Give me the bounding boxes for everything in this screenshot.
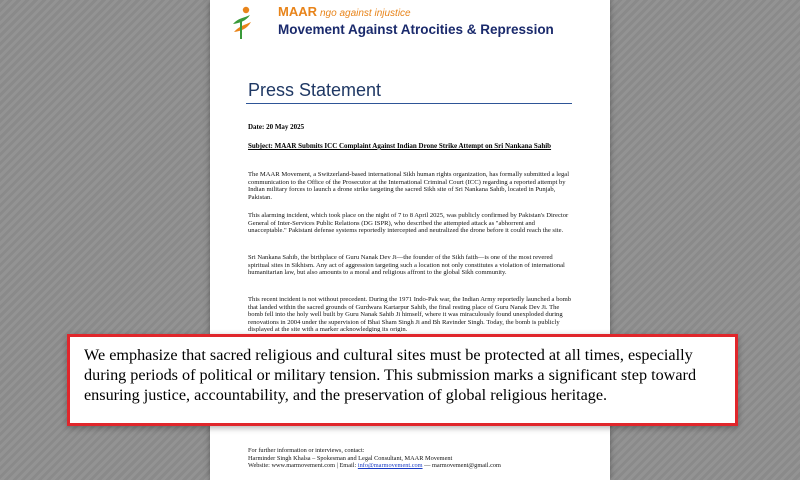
document-subject: Subject: MAAR Submits ICC Complaint Against Indian Drone Strike Attempt on Sri Nankana Sahib bbox=[248, 142, 552, 150]
alt-email-text: — marmovement@gmail.com bbox=[422, 462, 501, 470]
email-link[interactable]: info@marmovement.com bbox=[357, 462, 423, 470]
paragraph-4: This recent incident is not without precedent. During the 1971 Indo-Pak war, the Indian Army reportedly launched a bomb that landed within the sacred grounds of Gurdwara Kartarpur Sahib, the final resting place of Guru Nanak Dev Ji. The bomb fell into the holy well built by Guru Nanak Sahib Ji himself, where it was miraculously found unexploded during renovations in 2004 under the supervision of Bhai Sham Singh Ji and Bh Ravinder Singh. Today, the bomb is publicly displayed at the site with a marker acknowledging its origin. bbox=[248, 296, 572, 332]
paragraph-2: This alarming incident, which took place on the night of 7 to 8 April 2025, was publicly confirmed by Pakistan's Director General of Inter-Services Public Relations (DG ISPR), who described the attempted attack as "abhorrent and unacceptable." Pakistani defense systems reportedly intercepted and neutralized the drone before it could reach the site. bbox=[248, 212, 569, 234]
contact-block bbox=[248, 447, 501, 470]
paragraph-3: Sri Nankana Sahib, the birthplace of Guru Nanak Dev Ji—the founder of the Sikh faith—is one of the most revered spiritual sites in Sikhism. Any act of aggression targeting such a location not only constitutes a violation of international humanitarian law, but also amounts to a moral and religious affront to the global Sikh community. bbox=[248, 254, 565, 276]
highlighted-quote-box bbox=[67, 334, 738, 426]
heading-divider bbox=[246, 103, 572, 104]
page-title: Press Statement bbox=[248, 80, 382, 100]
contact-intro: For further information or interviews, contact: bbox=[248, 447, 365, 454]
org-name: MAAR ngo against injustice bbox=[278, 4, 411, 19]
highlighted-quote-text: We emphasize that sacred religious and cultural sites must be protected at all times, especially during periods of political or military tension. This submission marks a significant step toward ensuring justice, accountability, and the preservation of global religious heritage. bbox=[84, 346, 697, 404]
website-text: Website: www.marmovement.com | Email: bbox=[248, 462, 358, 470]
contact-links bbox=[248, 462, 501, 470]
maar-logo-icon bbox=[230, 6, 254, 40]
paragraph-1: The MAAR Movement, a Switzerland-based international Sikh human rights organization, has formally submitted a legal communication to the Office of the Prosecutor at the International Criminal Court (ICC) regarding a reported attempt by Indian military forces to launch a drone strike targeting the sacred Sikh site of Sri Nankana Sahib, located in Punjab, Pakistan. bbox=[248, 171, 570, 201]
contact-spokesman: Harminder Singh Khalsa – Spokesman and Legal Consultant, MAAR Movement bbox=[248, 454, 453, 462]
document-date: Date: 20 May 2025 bbox=[248, 123, 305, 131]
org-tagline: ngo against injustice bbox=[320, 8, 411, 19]
org-full-name: Movement Against Atrocities & Repression bbox=[278, 22, 554, 37]
